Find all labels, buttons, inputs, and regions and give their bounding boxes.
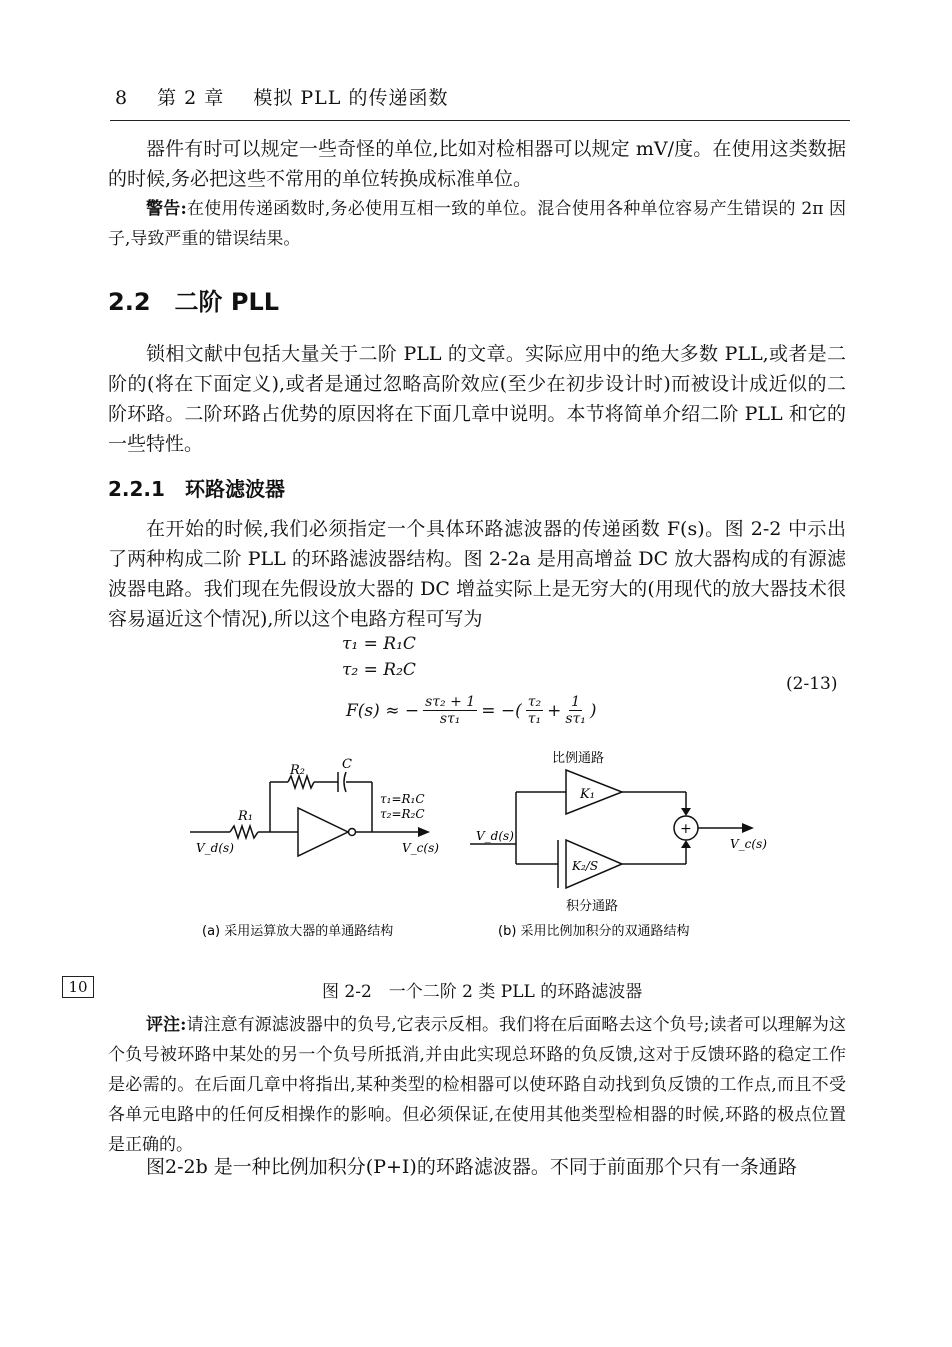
warning-text: 在使用传递函数时,务必使用互相一致的单位。混合使用各种单位容易产生错误的 2π 因子,导致严重的错误结果。 [108, 199, 846, 249]
eq-plus: + [547, 700, 562, 721]
eq-frac2-den: τ₁ [527, 711, 542, 727]
equation-transfer [346, 694, 597, 727]
eq-frac1-num: sτ₂ + 1 [425, 694, 476, 710]
warning-label: 警告: [146, 199, 187, 219]
label-proportional-path: 比例通路 [552, 751, 605, 766]
opamp-triangle [298, 808, 348, 856]
subsection-heading: 2.2.1 环路滤波器 [108, 477, 285, 501]
paragraph-units: 器件有时可以规定一些奇怪的单位,比如对检相器可以规定 mV/度。在使用这类数据的时候,务必把这些不常用的单位转换成标准单位。 [108, 138, 846, 190]
label-c: C [342, 757, 352, 772]
eq-frac1 [423, 694, 477, 727]
figure-caption: 图 2-2 一个二阶 2 类 PLL 的环路滤波器 [322, 982, 643, 1002]
eq-frac3 [565, 694, 586, 727]
label-vd-a: V_d(s) [196, 841, 234, 855]
eq-frac1-den: sτ₁ [439, 711, 461, 727]
header-rule [110, 120, 850, 121]
capacitor-plate-2 [344, 772, 346, 792]
eq-lhs: F(s) ≈ − [346, 700, 420, 721]
paragraph-p-plus-i: 图2-2b 是一种比例加积分(P+I)的环路滤波器。不同于前面那个只有一条通路 [146, 1156, 797, 1178]
eq-frac3-num: 1 [571, 694, 581, 710]
remark-note [108, 1010, 846, 1160]
eq-frac3-den: sτ₁ [565, 711, 586, 727]
eq-frac2 [526, 694, 543, 727]
label-k1: K₁ [580, 787, 595, 802]
label-sum: + [680, 821, 692, 837]
eq-frac2-num: τ₂ [527, 694, 542, 710]
resistor-r1 [230, 826, 258, 838]
remark-text: 请注意有源滤波器中的负号,它表示反相。我们将在后面略去这个负号;读者可以理解为这个负号被环路中某处的另一个负号所抵消,并由此实现总环路的负反馈,这对于反馈环路的稳定工作是必需的。在后面几章中将指出,某种类型的检相器可以使环路自动找到负反馈的工作点,而且不受各单元电路中的任何反相操作的影响。但必须保证,在使用其他类型检相器的时候,环路的极点位置是正确的。 [108, 1015, 846, 1155]
equation-tau1: τ₁ = R₁C [342, 634, 416, 654]
equation-number: (2-13) [786, 674, 838, 694]
label-vc-a: V_c(s) [402, 841, 439, 855]
section-heading: 2.2 二阶 PLL [108, 288, 280, 316]
eq-mid: = −( [481, 700, 522, 721]
label-tau1: τ₁=R₁C [380, 792, 425, 806]
arrow-k2-to-sum [681, 840, 691, 848]
label-k2: K₂/S [572, 859, 599, 873]
chapter-title: 模拟 PLL 的传递函数 [253, 87, 449, 109]
caption-b: (b) 采用比例加积分的双通路结构 [498, 924, 690, 939]
running-header [115, 83, 470, 110]
eq-close: ) [589, 700, 597, 721]
output-arrow-b [742, 823, 754, 833]
paragraph-loop-filter: 在开始的时候,我们必须指定一个具体环路滤波器的传递函数 F(s)。图 2-2 中示出了两种构成二阶 PLL 的环路滤波器结构。图 2-2a 是用高增益 DC 放大器构成的有源滤波器电路。我们现在先假设放大器的 DC 增益实际上是无穷大的(用现代的放大器技术很容易逼近这个情况),所以这个电路方程可写为 [108, 518, 846, 630]
output-arrow-a [418, 827, 430, 837]
margin-page-number: 10 [62, 976, 94, 998]
label-r2: R₂ [290, 763, 305, 778]
paragraph-second-order: 锁相文献中包括大量关于二阶 PLL 的文章。实际应用中的绝大多数 PLL,或者是二阶的(将在下面定义),或者是通过忽略高阶效应(至少在初步设计时)而被设计成近似的二阶环路。二阶环路占优势的原因将在下面几章中说明。本节将简单介绍二阶 PLL 和它的一些特性。 [108, 343, 846, 455]
caption-a: (a) 采用运算放大器的单通路结构 [202, 924, 394, 939]
label-vd-b: V_d(s) [476, 829, 514, 843]
label-r1: R₁ [238, 809, 253, 824]
warning-note [108, 194, 846, 254]
label-integral-path: 积分通路 [566, 899, 619, 914]
label-vc-b: V_c(s) [730, 837, 767, 851]
page-number: 8 [115, 87, 129, 109]
figure-2-2 [180, 740, 780, 960]
equation-tau2: τ₂ = R₂C [342, 660, 416, 680]
chapter-label: 第 2 章 [157, 87, 225, 109]
label-tau2: τ₂=R₂C [380, 807, 425, 821]
remark-label: 评注: [146, 1015, 187, 1035]
arrow-k1-to-sum [681, 808, 691, 816]
